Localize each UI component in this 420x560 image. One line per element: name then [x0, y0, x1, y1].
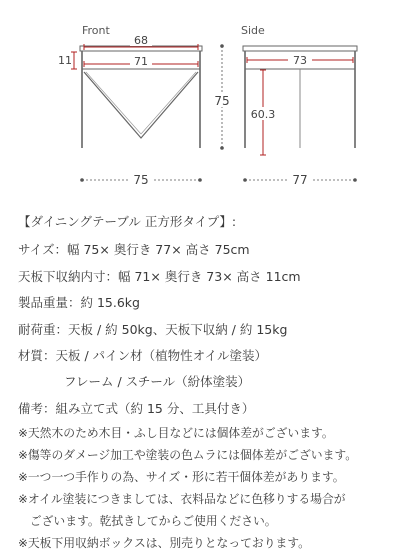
note-oil-transfer: ※オイル塗装につきましては、衣料品などに色移りする場合が: [18, 492, 346, 506]
spec-size: サイズ：幅 75× 奥行き 77× 高さ 75cm: [18, 242, 250, 257]
spec-remarks: 備考：組み立て式（約 15 分、工具付き）: [18, 401, 255, 416]
dim-60-3-label: 60.3: [250, 108, 276, 121]
dim-77-label: 77: [292, 173, 308, 187]
front-v-frame-inner: [86, 72, 196, 134]
note-handmade: ※一つ一つ手作りの為、サイズ・形に若干個体差があります。: [18, 470, 345, 484]
front-v-frame: [84, 72, 198, 138]
spec-material-top: 材質：天板 / パイン材（植物性オイル塗装）: [18, 348, 268, 363]
side-view-label: Side: [241, 24, 265, 37]
dim-68-label: 68: [134, 34, 148, 47]
spec-title: 【ダイニングテーブル 正方形タイプ】:: [18, 214, 237, 229]
spec-weight: 製品重量：約 15.6kg: [18, 295, 140, 310]
note-damage-finish: ※傷等のダメージ加工や塗装の色ムラには個体差がございます。: [18, 448, 358, 462]
side-view: [243, 46, 357, 187]
front-view-label: Front: [82, 24, 110, 37]
dim-73-label: 73: [293, 54, 307, 67]
dim-75-width-label: 75: [133, 173, 149, 187]
note-storage-box: ※天板下用収納ボックスは、別売りとなっております。: [18, 536, 310, 550]
front-view: [58, 34, 235, 187]
note-wood-grain: ※天然木のため木目・ふし目などには個体差がございます。: [18, 426, 334, 440]
dim-71-label: 71: [134, 55, 148, 68]
spec-load: 耐荷重：天板 / 約 50kg、天板下収納 / 約 15kg: [18, 322, 288, 337]
dim-75-height-label: 75: [214, 94, 230, 108]
spec-storage-inner: 天板下収納内寸：幅 71× 奥行き 73× 高さ 11cm: [18, 269, 301, 284]
note-oil-transfer-cont: ございます。乾拭きしてからご使用ください。: [18, 514, 277, 528]
side-tabletop: [243, 46, 357, 51]
dim-11-label: 11: [58, 54, 72, 67]
dimension-diagram: [0, 0, 420, 200]
spec-material-frame: フレーム / スチール（紛体塗装）: [64, 374, 251, 389]
